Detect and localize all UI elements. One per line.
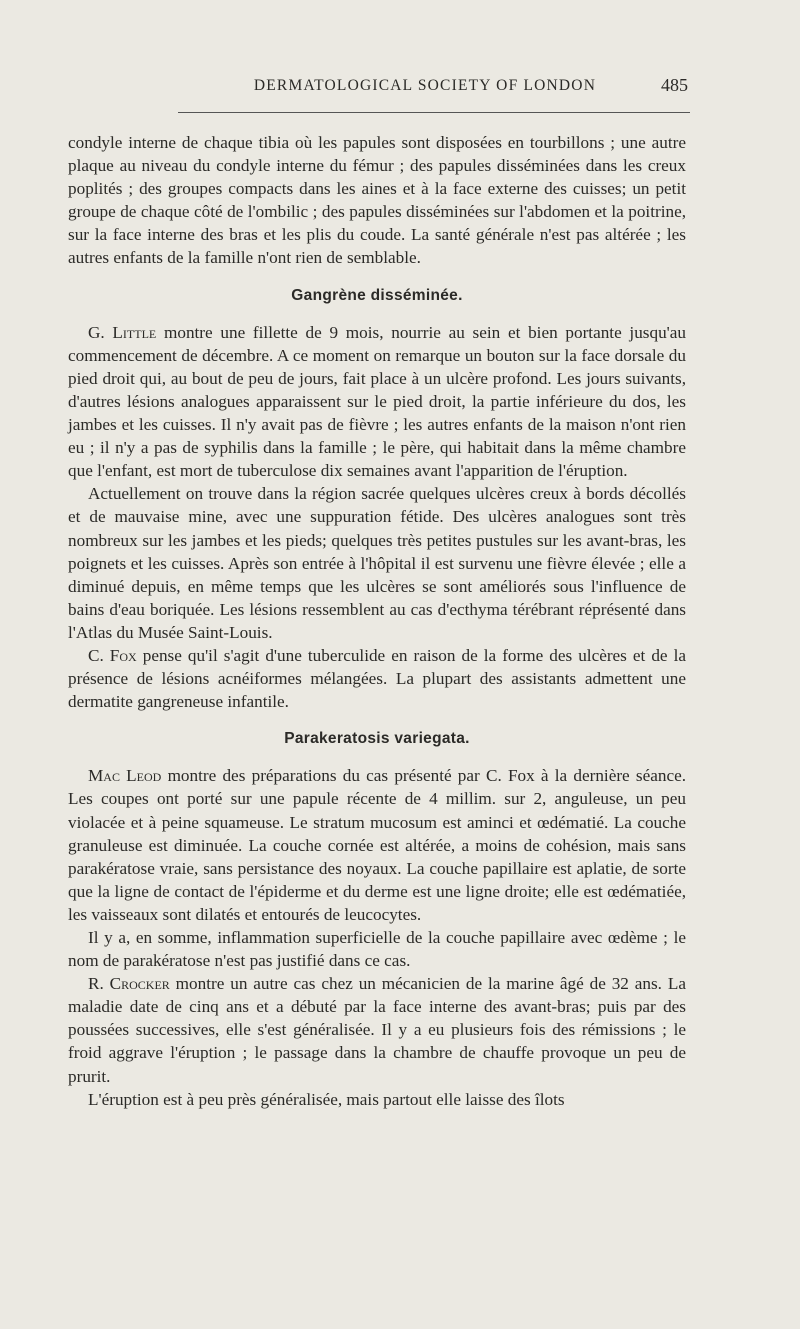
- section-heading-gangrene: Gangrène disséminée.: [291, 286, 463, 304]
- author-name: G. Little: [88, 322, 157, 342]
- paragraph: [68, 764, 686, 926]
- section-heading-parakeratosis: Parakeratosis variegata.: [284, 730, 470, 748]
- paragraph: Il y a, en somme, inflammation superficielle de la couche papillaire avec œdème ; le nom de parakératose n'est pas justifié dans ce cas.: [68, 928, 686, 971]
- continued-paragraph: condyle interne de chaque tibia où les papules sont disposées en tourbillons ; une autre plaque au niveau du condyle interne du fémur ; des papules disséminées dans les creux poplités ; des groupes compacts dans les aines et à la face externe des cuisses; un petit groupe de chaque côté de l'ombilic ; des papules disséminées sur l'abdomen et la poitrine, sur la face interne des bras et les plis du coude. La santé générale n'est pas altérée ; les autres enfants de la famille n'ont rien de semblable.: [68, 133, 686, 268]
- paragraph: [68, 644, 686, 713]
- paragraph-text: montre un autre cas chez un mécanicien de la marine âgé de 32 ans. La maladie date de cinq ans et a débuté par la face interne des avant-bras; puis par des poussées successives, elle s'est généralisée. Il y a eu plusieurs fois des rémissions ; le froid aggrave l'éruption ; le passage dans la chambre de chauffe provoque un peu de prurit.: [68, 974, 686, 1086]
- paragraph-text: pense qu'il s'agit d'une tuberculide en raison de la forme des ulcères et de la présence de lésions acnéiformes mélangées. La plupart des assistants admettent une dermatite gangreneuse infantile.: [68, 645, 686, 712]
- paragraph-text: montre une fillette de 9 mois, nourrie au sein et bien portante jusqu'au commencement de décembre. A ce moment on remarque un bouton sur la face dorsale du pied droit qui, au bout de peu de jours, fait place à un ulcère profond. Les jours suivants, d'autres lésions analogues apparaissent sur le pied droit, la partie inférieure du dos, les jambes et les cuisses. Il n'y avait pas de fièvre ; les autres enfants de la maison n'ont rien eu ; il n'y a pas de syphilis dans la famille ; le père, qui habitait dans la même chambre que l'enfant, est mort de tuberculose dix semaines avant l'apparition de l'éruption.: [68, 322, 686, 481]
- paragraph: [68, 972, 686, 1087]
- author-name: C. Fox: [88, 645, 137, 665]
- paragraph: [68, 321, 686, 483]
- paragraph-text: montre des préparations du cas présenté par C. Fox à la dernière séance. Les coupes ont porté sur une papule récente de 4 millim. sur 2, anguleuse, un peu violacée et à peine squameuse. Le stratum mucosum est aminci et œdématié. La couche granuleuse est diminuée. La couche cornée est altérée, a moins de cohésion, mais sans parakératose vraie, sans persistance des noyaux. La couche papillaire est aplatie, de sorte que la ligne de contact de l'épiderme et du derme est une ligne droite; elle est œdématiée, les vaisseaux sont dilatés et entourés de leucocytes.: [68, 766, 686, 924]
- author-name: R. Crocker: [88, 974, 170, 994]
- paragraph: Actuellement on trouve dans la région sacrée quelques ulcères creux à bords décollés et de mauvaise mine, avec une suppuration fétide. Des ulcères analogues sont très nombreux sur les jambes et les pieds; quelques très petites pustules sur les avant-bras, les poignets et les cuisses. Après son entrée à l'hôpital il est survenu une fièvre élevée ; elle a diminué depuis, en même temps que les ulcères se sont améliorés sous l'influence de bains d'eau boriquée. Les lésions ressemblent au cas d'ecthyma térébrant réprésenté dans l'Atlas du Musée Saint-Louis.: [68, 484, 686, 642]
- running-header: DERMATOLOGICAL SOCIETY OF LONDON: [253, 77, 597, 94]
- author-name: Mac Leod: [88, 766, 162, 786]
- paragraph: L'éruption est à peu près généralisée, mais partout elle laisse des îlots: [88, 1089, 565, 1109]
- page-number: 485: [661, 75, 688, 95]
- body-text: [68, 131, 686, 1111]
- header-rule: [178, 112, 690, 113]
